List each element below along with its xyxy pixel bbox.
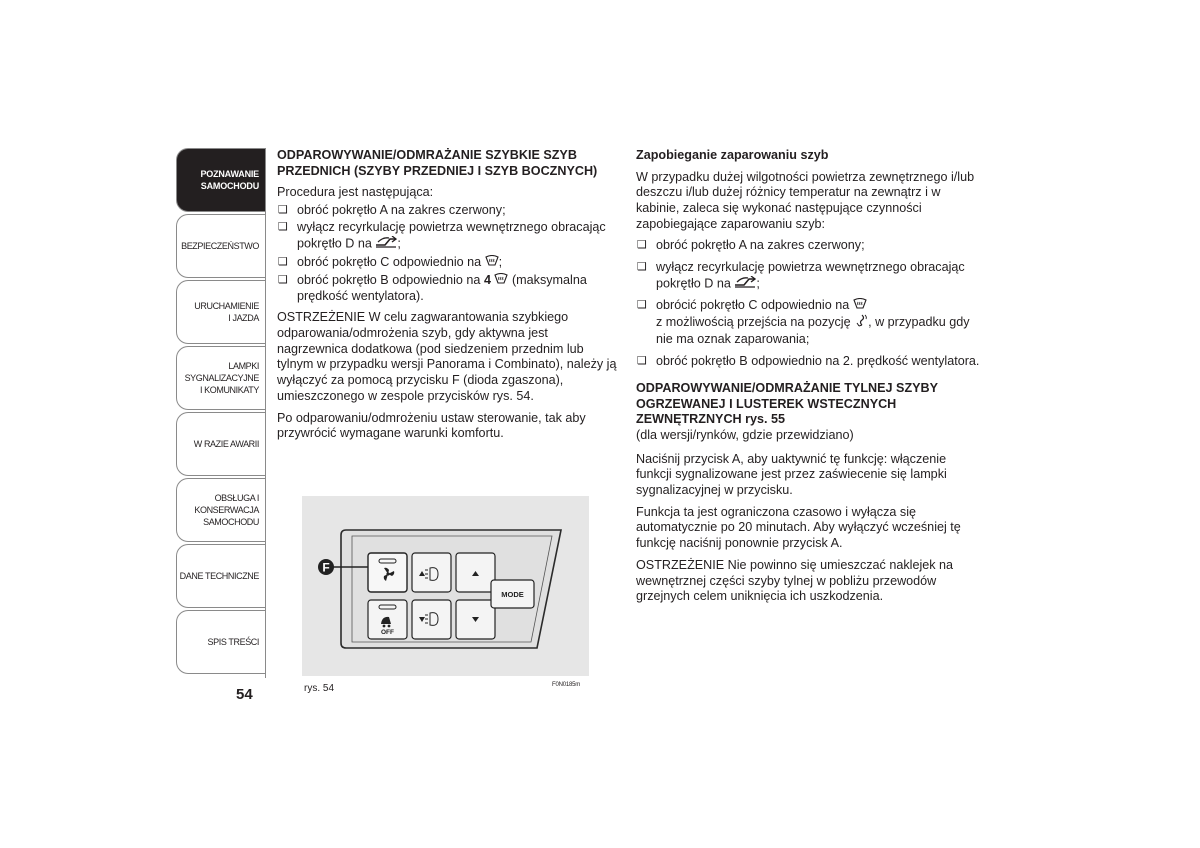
step-text-end: , w przypadku gdy nie ma oznak zaparowania; [656,315,970,347]
tab-obsluga-i-konserwacja[interactable]: OBSŁUGA I KONSERWACJA SAMOCHODU [176,478,265,542]
step-text: wyłącz recyrkulację powietrza wewnętrznego obracając pokrętło D na [656,260,965,291]
list-item [636,238,981,254]
rear-defrost-timer: Funkcja ta jest ograniczona czasowo i wyłącza się automatycznie po 20 minutach. Aby wyłączyć wcześniej tę funkcję naciśnij ponownie przycisk A. [636,504,961,551]
list-item [277,203,622,219]
page-number: 54 [236,686,253,703]
step-text-end: ; [756,276,760,291]
list-item [277,273,622,305]
recirculation-off-icon [375,236,397,253]
fan-speed-value: 4 [483,272,491,287]
rear-defrost-heading-text: ODPAROWYWANIE/ODMRAŻANIE TYLNEJ SZYBY OGRZEWANEJ I LUSTEREK WSTECZNYCH ZEWNĘTRZNYCH [636,381,938,427]
control-panel-drawing [302,496,589,676]
step-text: obrócić pokrętło C odpowiednio na [656,298,850,313]
section-heading-rear-defrost [636,381,981,428]
control-panel-figure [302,496,589,676]
step-text: wyłącz recyrkulację powietrza wewnętrznego obracając pokrętło D na [297,220,606,251]
warning-paragraph: OSTRZEŻENIE W celu zagwarantowania szybkiego odparowania/odmrożenia szyb, gdy aktywna jest nagrzewnica dodatkowa (pod siedzeniem przednim lub tylnym w przypadku wersji Panorama i Combinato), należy ją wyłączyć za pomocą przycisku F (dioda zgaszona), umieszczonego w zespole przycisków rys. 54. [277,310,617,403]
recirculation-off-icon [734,276,756,293]
callout-f: F [322,560,330,575]
anti-fog-intro: W przypadku dużej wilgotności powietrza zewnętrznego i/lub deszczu i/lub dużej różnicy temperatur na zewnątrz i w kabinie, zaleca się wykonać następujące czynności zapobiegające zaparowaniu szyb: [636,169,975,231]
after-paragraph: Po odparowaniu/odmrożeniu ustaw sterowanie, tak aby przywrócić wymagane warunki komfortu. [277,410,586,441]
figure-caption: rys. 54 [304,683,335,694]
tab-w-razie-awarii[interactable]: W RAZIE AWARII [176,412,265,476]
windscreen-defrost-icon [853,298,867,314]
step-text: obróć pokrętło B odpowiednio na [297,272,481,287]
list-item [636,354,981,370]
left-column [277,148,622,448]
chapter-tabs [176,148,265,676]
rear-defrost-warning: OSTRZEŻENIE Nie powinno się umieszczać naklejek na wewnętrznej części szyby tylnej w pobliżu przewodów grzejnych celem uniknięcia ich uszkodzenia. [636,557,954,604]
procedure-intro: Procedura jest następująca: [277,185,434,199]
tab-bezpieczenstwo[interactable]: BEZPIECZEŃSTWO [176,214,265,278]
off-label: OFF [381,629,394,636]
rear-defrost-figure-ref: rys. 55 [745,412,786,427]
tab-lampki-sygnalizacyjne[interactable]: LAMPKI SYGNALIZACYJNE I KOMUNIKATY [176,346,265,410]
step-text: obróć pokrętło A na zakres czerwony; [297,202,506,217]
step-text-cont: z możliwością przejścia na pozycję [656,315,851,330]
list-item [636,298,981,347]
tab-dane-techniczne[interactable]: DANE TECHNICZNE [176,544,265,608]
anti-fog-list [636,238,981,369]
figure-code: F0N0185m [552,682,581,688]
step-text: obróć pokrętło A na zakres czerwony; [656,238,865,253]
tab-divider-line [265,148,266,678]
windscreen-defrost-icon [494,273,508,289]
list-item [277,255,622,271]
step-text-end: (maksymalna prędkość wentylatora). [297,272,587,303]
availability-note: (dla wersji/rynków, gdzie przewidziano) [636,427,854,442]
tab-poznawanie-samochodu[interactable]: POZNAWANIE SAMOCHODU [176,148,265,212]
tab-uruchamienie-i-jazda[interactable]: URUCHAMIENIE I JAZDA [176,280,265,344]
step-text: obróć pokrętło C odpowiednio na [297,255,482,269]
section-heading-anti-fog: Zapobieganie zaparowaniu szyb [636,148,829,162]
step-text-end: ; [498,255,503,269]
list-item [277,220,622,252]
windscreen-feet-icon [854,314,868,332]
windscreen-defrost-icon [485,255,499,271]
step-text: obróć pokrętło B odpowiednio na 2. prędkość wentylatora. [656,353,980,368]
procedure-list [277,203,622,305]
step-text-end: ; [397,236,401,251]
tab-spis-tresci[interactable]: SPIS TREŚCI [176,610,265,674]
section-heading-quick-defrost: ODPAROWYWANIE/ODMRAŻANIE SZYBKIE SZYB PRZEDNICH (SZYBY PRZEDNIEJ I SZYB BOCZNYCH) [277,148,598,178]
right-column [636,148,981,611]
mode-button-label: MODE [501,590,524,599]
list-item [636,260,981,292]
rear-defrost-activate: Naciśnij przycisk A, aby uaktywnić tę funkcję: włączenie funkcji sygnalizowane jest przez zaświecenie się lampki sygnalizacyjnej w przycisku. [636,451,947,498]
